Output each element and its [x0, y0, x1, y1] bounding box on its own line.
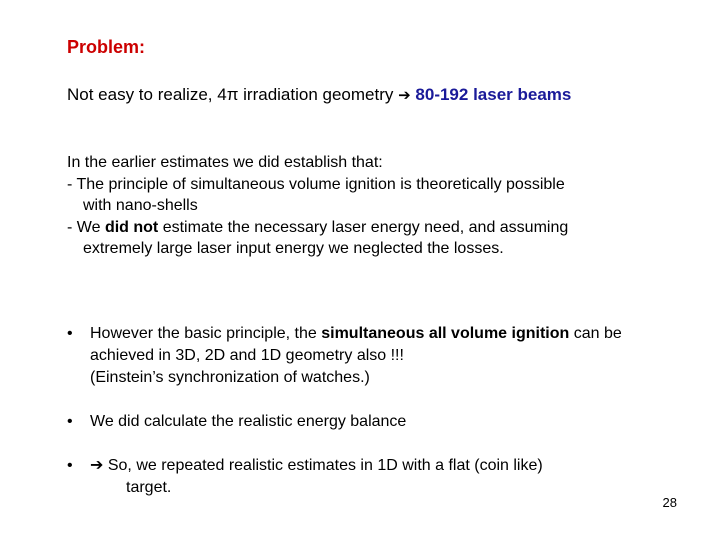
para-line-4-start: - We: [67, 218, 105, 236]
bullet-line-end: can be: [569, 325, 622, 342]
bullet-line: (Einstein’s synchronization of watches.): [90, 369, 370, 386]
bullet-text: [90, 323, 622, 389]
para-line-2: - The principle of simultaneous volume ignition is theoretically possible: [67, 175, 565, 193]
arrow-right-icon: ➔: [398, 87, 411, 104]
bullet-marker: •: [67, 325, 73, 342]
bullet-text: [90, 455, 543, 499]
laser-beams-highlight: 80-192 laser beams: [410, 85, 572, 104]
para-line-1: In the earlier estimates we did establish that:: [67, 154, 383, 171]
bullet-text: We did calculate the realistic energy balance: [90, 413, 407, 430]
bullet-line: [90, 455, 543, 477]
para-line-4-end: estimate the necessary laser energy need, and assuming: [158, 218, 569, 236]
bullet-marker: •: [67, 413, 73, 430]
bullet-line: [90, 323, 622, 345]
arrow-right-icon: ➔: [90, 457, 104, 474]
page-number: 28: [662, 495, 677, 510]
geometry-text: Not easy to realize, 4π irradiation geometry: [67, 85, 399, 104]
bullet-marker: •: [67, 457, 73, 474]
para-line-3: with nano-shells: [83, 197, 198, 214]
para-line-4: [67, 217, 568, 239]
slide-title: Problem:: [67, 37, 146, 57]
bullet-line: achieved in 3D, 2D and 1D geometry also !!!: [90, 347, 404, 364]
earlier-estimates-paragraph: [67, 152, 568, 260]
ignition-emphasis: simultaneous all volume ignition: [321, 325, 570, 342]
bullet-line-start: However the basic principle, the: [90, 325, 322, 342]
did-not-emphasis: did not: [104, 218, 159, 236]
bullet-line-text: So, we repeated realistic estimates in 1D with a flat (coin like): [103, 457, 543, 474]
para-line-5: extremely large laser input energy we neglected the losses.: [83, 240, 504, 257]
geometry-statement: [67, 85, 571, 105]
bullet-line: target.: [126, 479, 172, 496]
